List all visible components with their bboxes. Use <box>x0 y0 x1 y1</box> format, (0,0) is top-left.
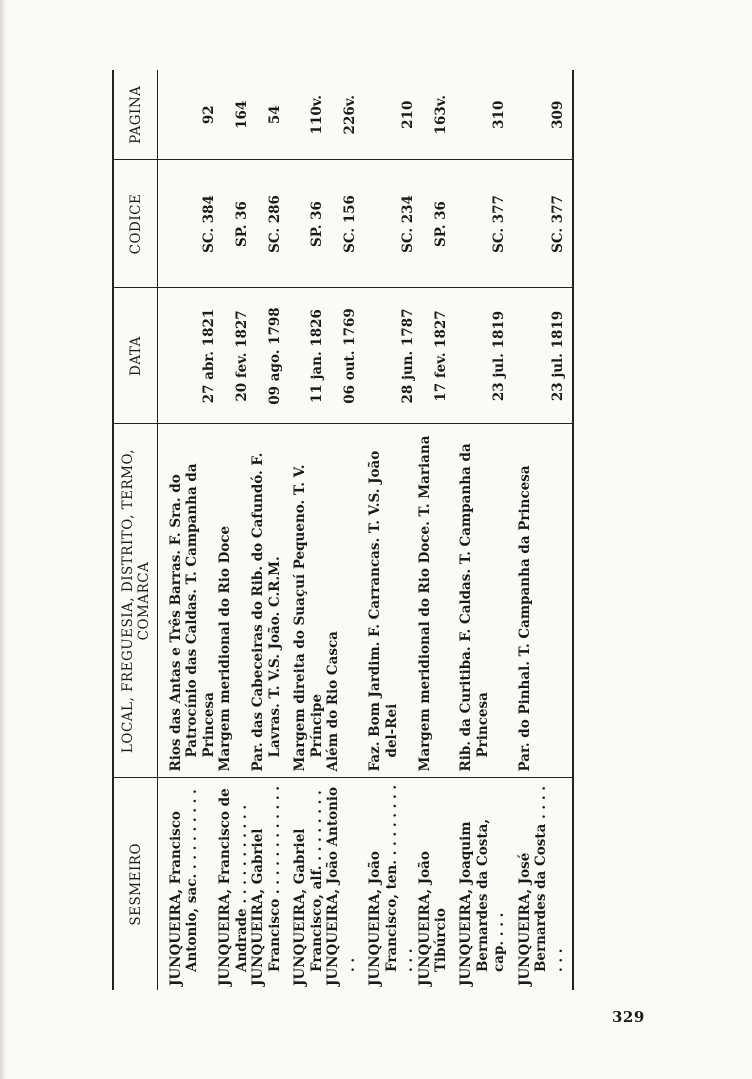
header-sesmeiro: SESMEIRO <box>128 842 145 926</box>
table-row <box>325 70 358 990</box>
cell-pagina: 226v. <box>325 70 358 160</box>
cell-local: Margem meridional do Rio Doce. T. Mariana <box>417 424 450 778</box>
cell-sesmeiro: JUNQUEIRA, João Tibúrcio <box>416 851 449 986</box>
table-row <box>449 70 507 990</box>
cell-codice: SC. 286 <box>250 160 283 288</box>
table-header-row <box>113 70 157 990</box>
cell-data: 23 jul. 1819 <box>508 288 573 424</box>
cell-data: 20 fev. 1827 <box>217 288 250 424</box>
table-row <box>358 70 416 990</box>
page-number: 329 <box>612 1008 645 1026</box>
cell-sesmeiro: JUNQUEIRA, João Francisco, ten. . . . . . . . . . . . <box>367 784 417 986</box>
table-row <box>417 70 450 990</box>
cell-codice: SC. 156 <box>325 160 358 288</box>
cell-sesmeiro: JUNQUEIRA, Francisco Antonio, sac. . . . . . . . . . <box>167 789 201 986</box>
cell-data: 06 out. 1769 <box>325 288 358 424</box>
cell-sesmeiro: JUNQUEIRA, João Antonio . . <box>325 786 358 986</box>
cell-data: 27 abr. 1821 <box>157 288 217 424</box>
cell-codice: SP. 36 <box>217 160 250 288</box>
cell-codice: SC. 377 <box>449 160 507 288</box>
cell-local: Rib. da Curitiba. F. Caldas. T. Campanha da Princesa <box>449 424 507 778</box>
cell-local: Par. do Pinhal. T. Campanha da Princesa <box>508 424 573 778</box>
cell-local: Par. das Cabeceiras do Rib. do Cafundó. F. Lavras. T. V.S. João. C.R.M. <box>250 424 283 778</box>
table-row <box>217 70 250 990</box>
cell-sesmeiro: JUNQUEIRA, Francisco de Andrade . . . . . . . . . . . <box>217 788 250 986</box>
cell-pagina: 309 <box>508 70 573 160</box>
cell-sesmeiro: JUNQUEIRA, Joaquim Bernardes da Costa, cap. . . . <box>458 818 508 986</box>
header-local: LOCAL, FREGUESIA, DISTRITO, TERMO, COMARCA <box>113 424 157 778</box>
cell-codice: SC. 234 <box>358 160 416 288</box>
sesmarias-table <box>112 70 574 990</box>
cell-data: 17 fev. 1827 <box>417 288 450 424</box>
cell-local: Além do Rio Casca <box>325 424 358 778</box>
header-pagina: PAGINA <box>113 70 157 160</box>
cell-data: 11 jan. 1826 <box>283 288 325 424</box>
cell-pagina: 54 <box>250 70 283 160</box>
table-row <box>157 70 217 990</box>
table-row <box>283 70 325 990</box>
cell-pagina: 92 <box>157 70 217 160</box>
cell-pagina: 110v. <box>283 70 325 160</box>
cell-data: 28 jun. 1787 <box>358 288 416 424</box>
cell-local: Margem meridional do Rio Doce <box>217 424 250 778</box>
cell-codice: SP. 36 <box>283 160 325 288</box>
cell-data: 23 jul. 1819 <box>449 288 507 424</box>
cell-local: Margem direita do Suaçuí Pequeno. T. V. Príncipe <box>283 424 325 778</box>
cell-pagina: 164 <box>217 70 250 160</box>
cell-local: Rios das Antas e Três Barras. F. Sra. do Patrocínio das Caldas. T. Campanha da Princesa <box>157 424 217 778</box>
cell-sesmeiro: JUNQUEIRA, Gabriel Francisco . . . . . . . . . . . . <box>250 786 283 986</box>
cell-codice: SC. 377 <box>508 160 573 288</box>
header-codice: CODICE <box>113 160 157 288</box>
cell-data: 09 ago. 1798 <box>250 288 283 424</box>
page-binding-edge <box>0 0 6 1079</box>
table-row <box>250 70 283 990</box>
cell-pagina: 310 <box>449 70 507 160</box>
cell-pagina: 210 <box>358 70 416 160</box>
table-row <box>508 70 573 990</box>
cell-pagina: 163v. <box>417 70 450 160</box>
cell-sesmeiro: JUNQUEIRA, Gabriel Francisco, alf. . . . . . . . . <box>292 790 325 986</box>
header-data: DATA <box>113 288 157 424</box>
rotated-table-container <box>112 70 672 990</box>
cell-sesmeiro: JUNQUEIRA, José Bernardes da Costa . . . . . . . <box>516 786 566 986</box>
cell-codice: SC. 384 <box>157 160 217 288</box>
cell-codice: SP. 36 <box>417 160 450 288</box>
cell-local: Faz. Bom Jardim. F. Carrancas. T. V.S. João del-Rei <box>358 424 416 778</box>
